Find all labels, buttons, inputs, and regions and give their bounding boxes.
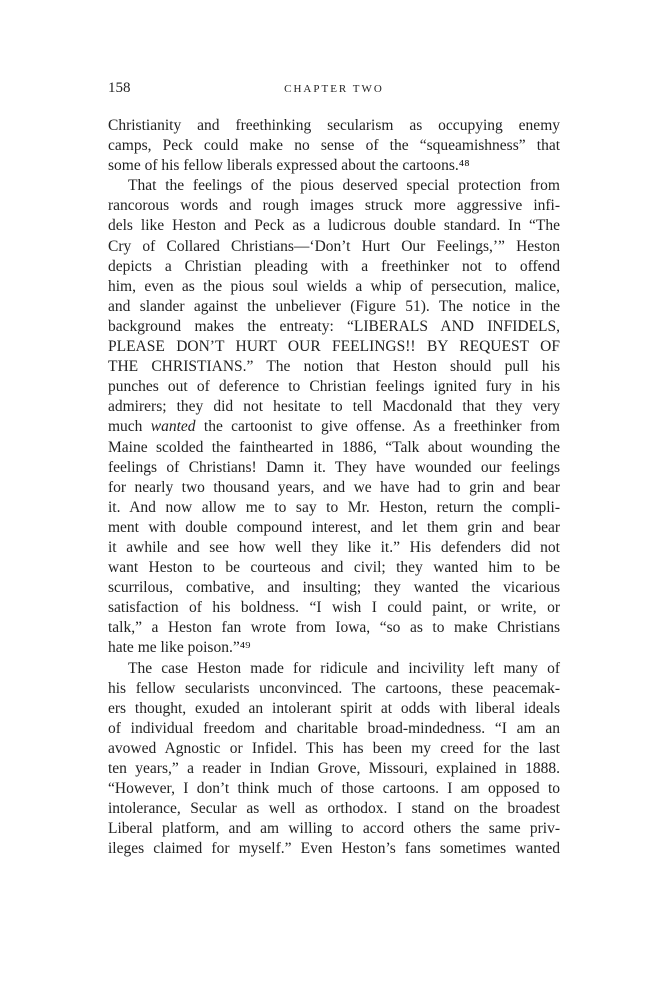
text-line: That the feelings of the pious deserved special protection from [128,177,560,195]
text-line: ment with double compound interest, and let them grin and bear [108,518,560,536]
body-text [108,116,560,859]
text-line: dels like Heston and Peck as a ludicrous double standard. In “The [108,217,560,235]
text-line: ten years,” a reader in Indian Grove, Missouri, explained in 1888. [108,760,560,777]
text-line: ers thought, exuded an intolerant spirit at odds with liberal ideals [108,699,560,717]
running-head [108,78,560,98]
text-line: scurrilous, combative, and insulting; they wanted the vicarious [108,579,560,597]
text-line: “However, I don’t think much of those cartoons. I am opposed to [108,780,560,798]
text-line: Liberal platform, and am willing to accord others the same priv- [108,820,560,838]
text-line: some of his fellow liberals expressed about the cartoons.⁴⁸ [108,157,470,175]
text-line: ileges claimed for myself.” Even Heston’s fans sometimes wanted [108,840,560,858]
text-line: depicts a Christian pleading with a freethinker not to offend [108,257,560,275]
paragraph [108,176,560,658]
text-line: rancorous words and rough images struck more aggressive infi- [108,197,560,215]
text-line: THE CHRISTIANS.” The notion that Heston should pull his [108,358,560,376]
text-line: much wanted the cartoonist to give offense. As a freethinker from [108,418,560,436]
text-line: talk,” a Heston fan wrote from Iowa, “so as to make Christians [108,619,560,637]
text-line: want Heston to be courteous and civil; they wanted him to be [108,559,560,577]
text-line: Maine scolded the fainthearted in 1886, “Talk about wounding the [108,438,560,456]
text-line: satisfaction of his boldness. “I wish I could paint, or write, or [108,599,560,617]
text-line: it. And now allow me to say to Mr. Heston, return the compli- [108,498,560,516]
page-number: 158 [108,80,131,96]
text-line: intolerance, Secular as well as orthodox. I stand on the broadest [108,800,560,818]
paragraph [108,116,560,176]
text-line: avowed Agnostic or Infidel. This has been my creed for the last [108,739,560,757]
text-line: camps, Peck could make no sense of the “squeamishness” that [108,137,560,155]
text-line: hate me like poison.”⁴⁹ [108,639,251,657]
text-line: him, even as the pious soul wields a whip of persecution, malice, [108,277,560,295]
text-line: and slander against the unbeliever (Figure 51). The notice in the [108,297,560,315]
text-line: admirers; they did not hesitate to tell Macdonald that they very [108,398,560,416]
text-line: of individual freedom and charitable broad-mindedness. “I am an [108,719,560,737]
text-line: The case Heston made for ridicule and incivility left many of [128,659,560,677]
text-line: Christianity and freethinking secularism as occupying enemy [108,117,560,134]
text-line: it awhile and see how well they like it.” His defenders did not [108,538,560,556]
text-line: PLEASE DON’T HURT OUR FEELINGS!! BY REQUEST OF [108,338,560,356]
paragraph [108,659,560,860]
chapter-label: CHAPTER TWO [284,83,384,95]
emphasis: wanted [150,418,196,436]
text-line: his fellow secularists unconvinced. The cartoons, these peacemak- [108,679,560,697]
text-line: background makes the entreaty: “LIBERALS AND INFIDELS, [108,317,560,335]
text-line: punches out of deference to Christian feelings ignited fury in his [108,378,560,396]
text-line: for nearly two thousand years, and we have had to grin and bear [108,478,560,496]
text-line: Cry of Collared Christians—‘Don’t Hurt Our Feelings,’” Heston [108,237,560,255]
text-line: feelings of Christians! Damn it. They have wounded our feelings [108,458,560,476]
